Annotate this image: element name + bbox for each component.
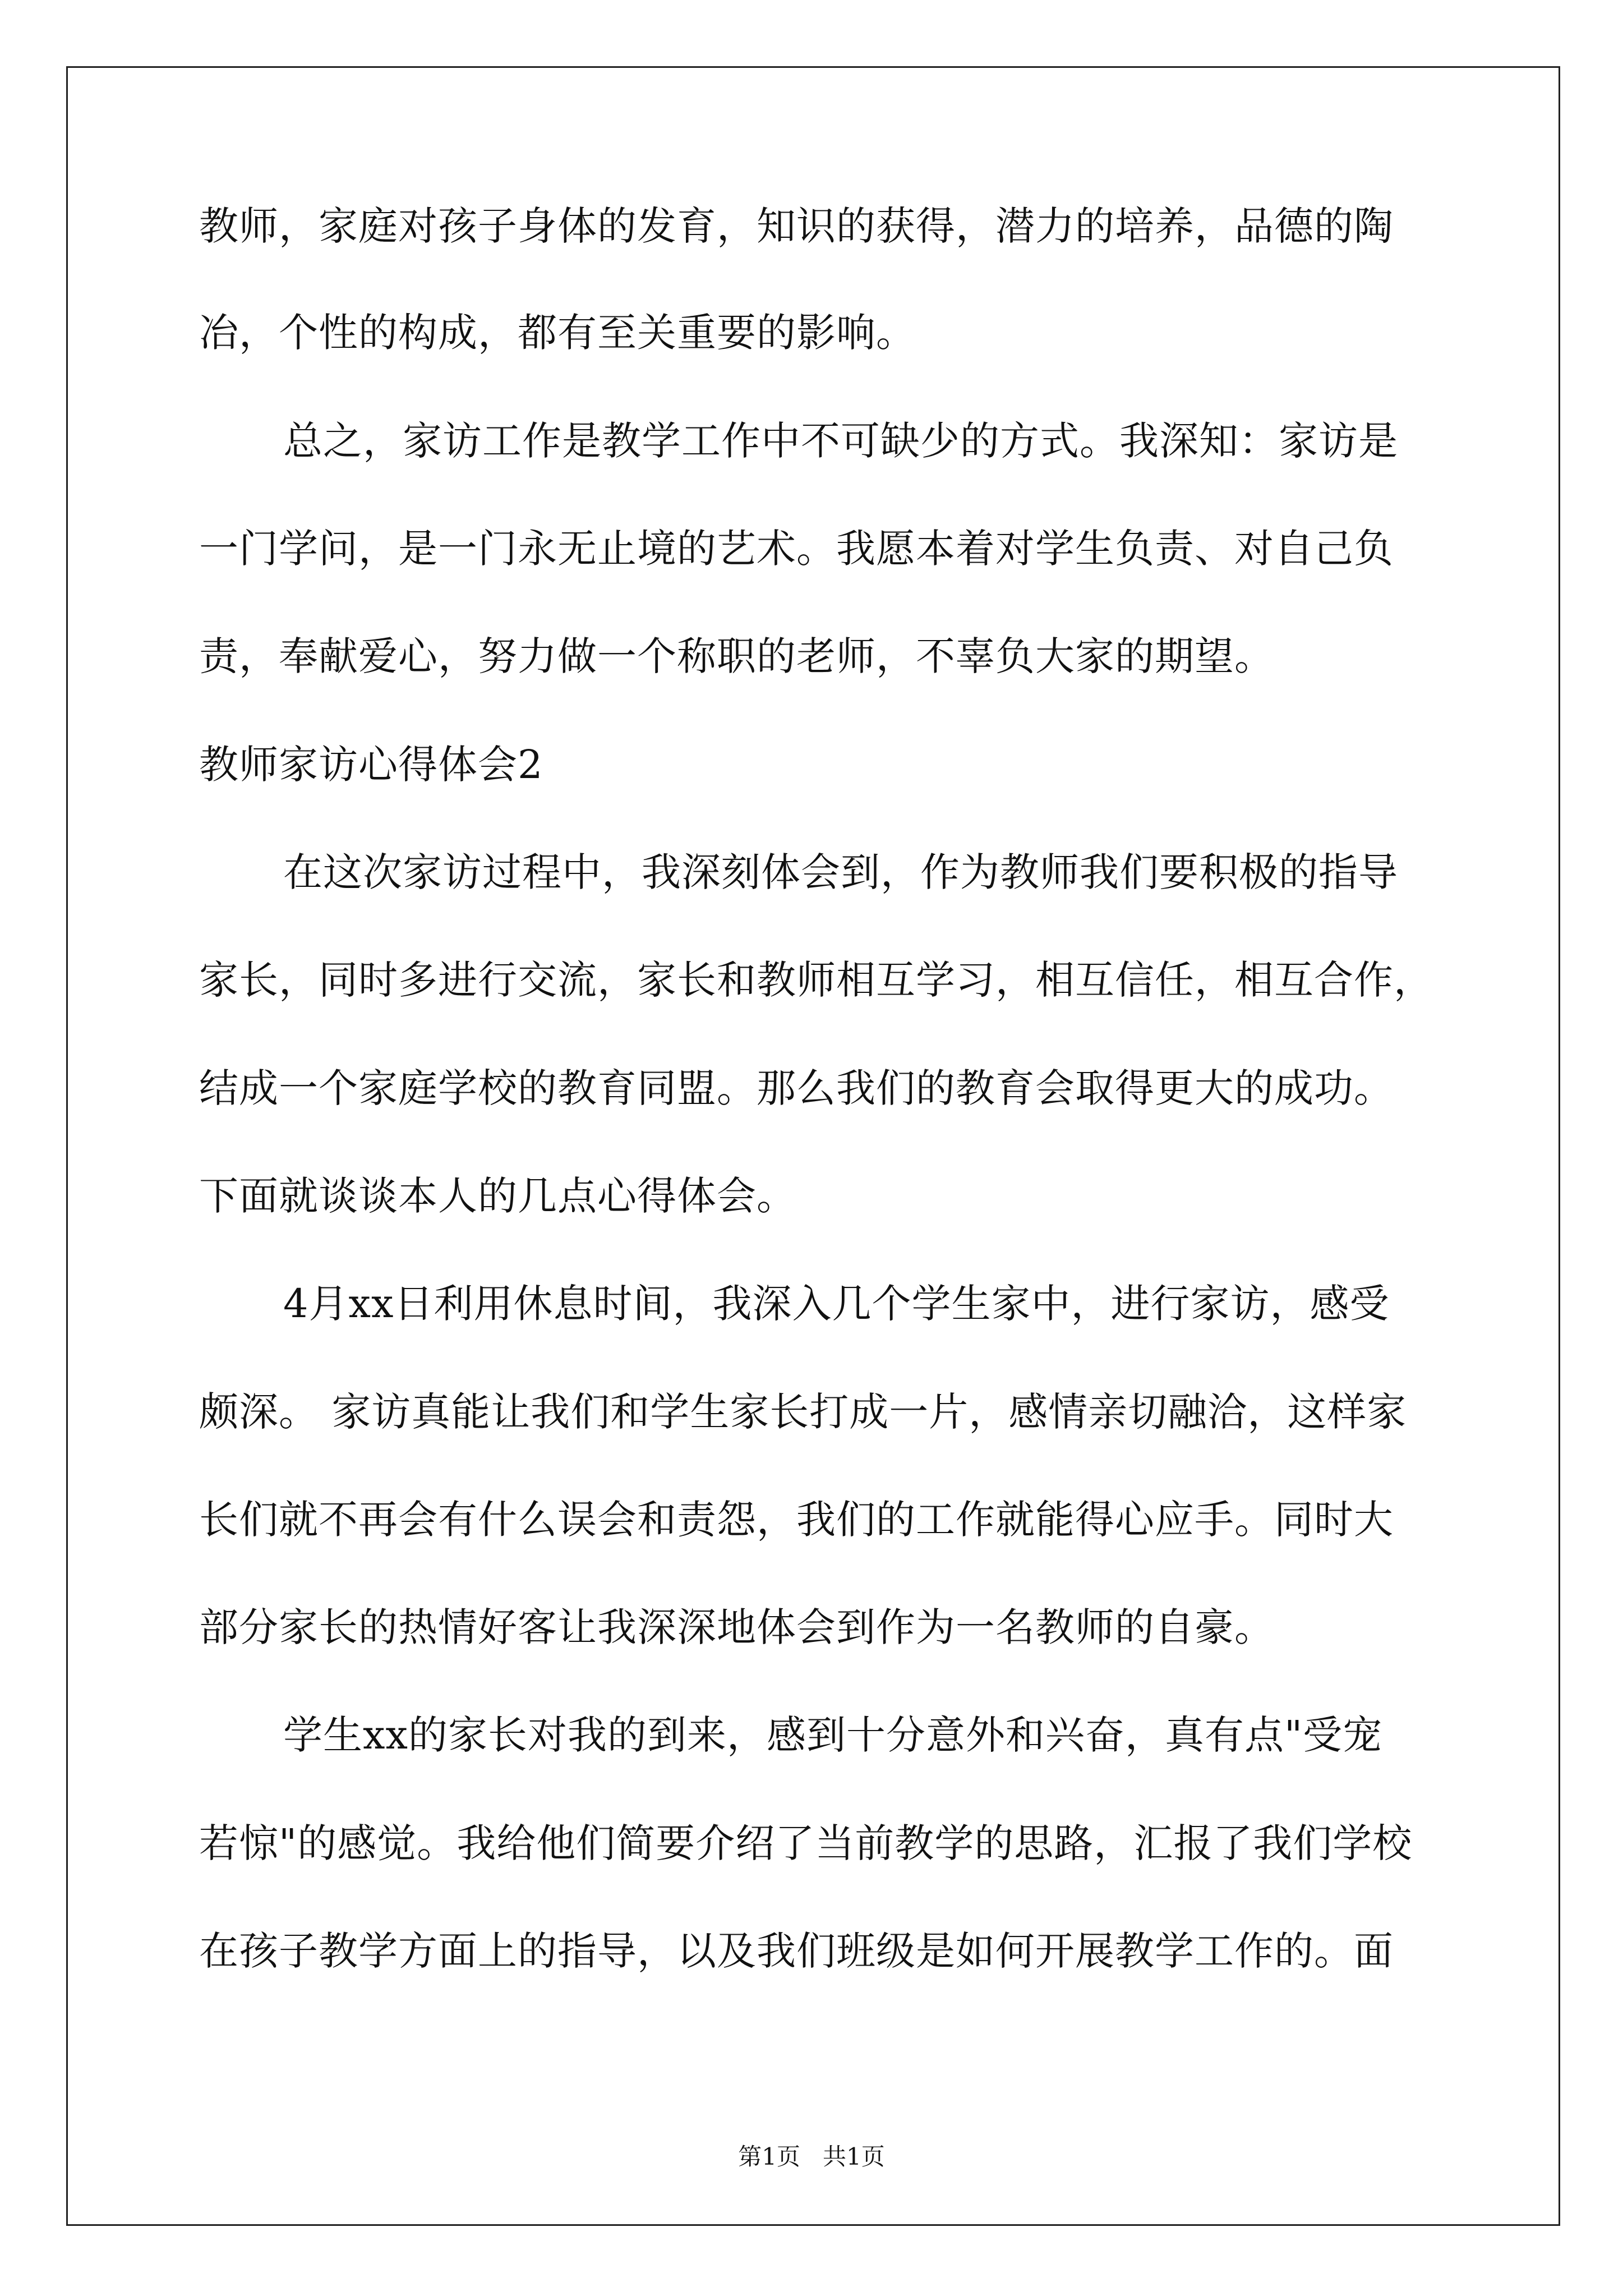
section-heading: 教师家访心得体会2 bbox=[199, 742, 543, 788]
text-line: 责，奉献爱心，努力做一个称职的老师，不辜负大家的期望。 bbox=[199, 633, 1274, 679]
text-line: 结成一个家庭学校的教育同盟。那么我们的教育会取得更大的成功。 bbox=[199, 1065, 1394, 1111]
page-number-footer: 第1页 共1页 bbox=[738, 2143, 885, 2170]
paragraph-start-line: 总之，家访工作是教学工作中不可缺少的方式。我深知：家访是 bbox=[283, 418, 1398, 464]
text-line: 冶，个性的构成，都有至关重要的影响。 bbox=[199, 310, 916, 356]
text-line: 下面就谈谈本人的几点心得体会。 bbox=[199, 1173, 796, 1219]
text-line: 一门学问，是一门永无止境的艺术。我愿本着对学生负责、对自己负 bbox=[199, 526, 1394, 572]
paragraph-start-line: 在这次家访过程中，我深刻体会到，作为教师我们要积极的指导 bbox=[283, 849, 1398, 895]
text-line: 家长，同时多进行交流，家长和教师相互学习，相互信任，相互合作， bbox=[199, 957, 1433, 1003]
text-line: 颇深。 家访真能让我们和学生家长打成一片，感情亲切融洽，这样家 bbox=[199, 1389, 1407, 1435]
text-line: 教师，家庭对孩子身体的发育，知识的获得，潜力的培养，品德的陶 bbox=[199, 203, 1394, 249]
text-line: 部分家长的热情好客让我深深地体会到作为一名教师的自豪。 bbox=[199, 1604, 1274, 1650]
paragraph-start-line: 4月xx日利用休息时间，我深入几个学生家中，进行家访，感受 bbox=[283, 1281, 1390, 1327]
text-line: 长们就不再会有什么误会和责怨，我们的工作就能得心应手。同时大 bbox=[199, 1497, 1394, 1543]
paragraph-start-line: 学生xx的家长对我的到来，感到十分意外和兴奋，真有点"受宠 bbox=[283, 1712, 1383, 1758]
text-line: 在孩子教学方面上的指导，以及我们班级是如何开展教学工作的。面 bbox=[199, 1928, 1394, 1974]
text-line: 若惊"的感觉。我给他们简要介绍了当前教学的思路，汇报了我们学校 bbox=[199, 1820, 1413, 1866]
page-border bbox=[66, 66, 1560, 2226]
